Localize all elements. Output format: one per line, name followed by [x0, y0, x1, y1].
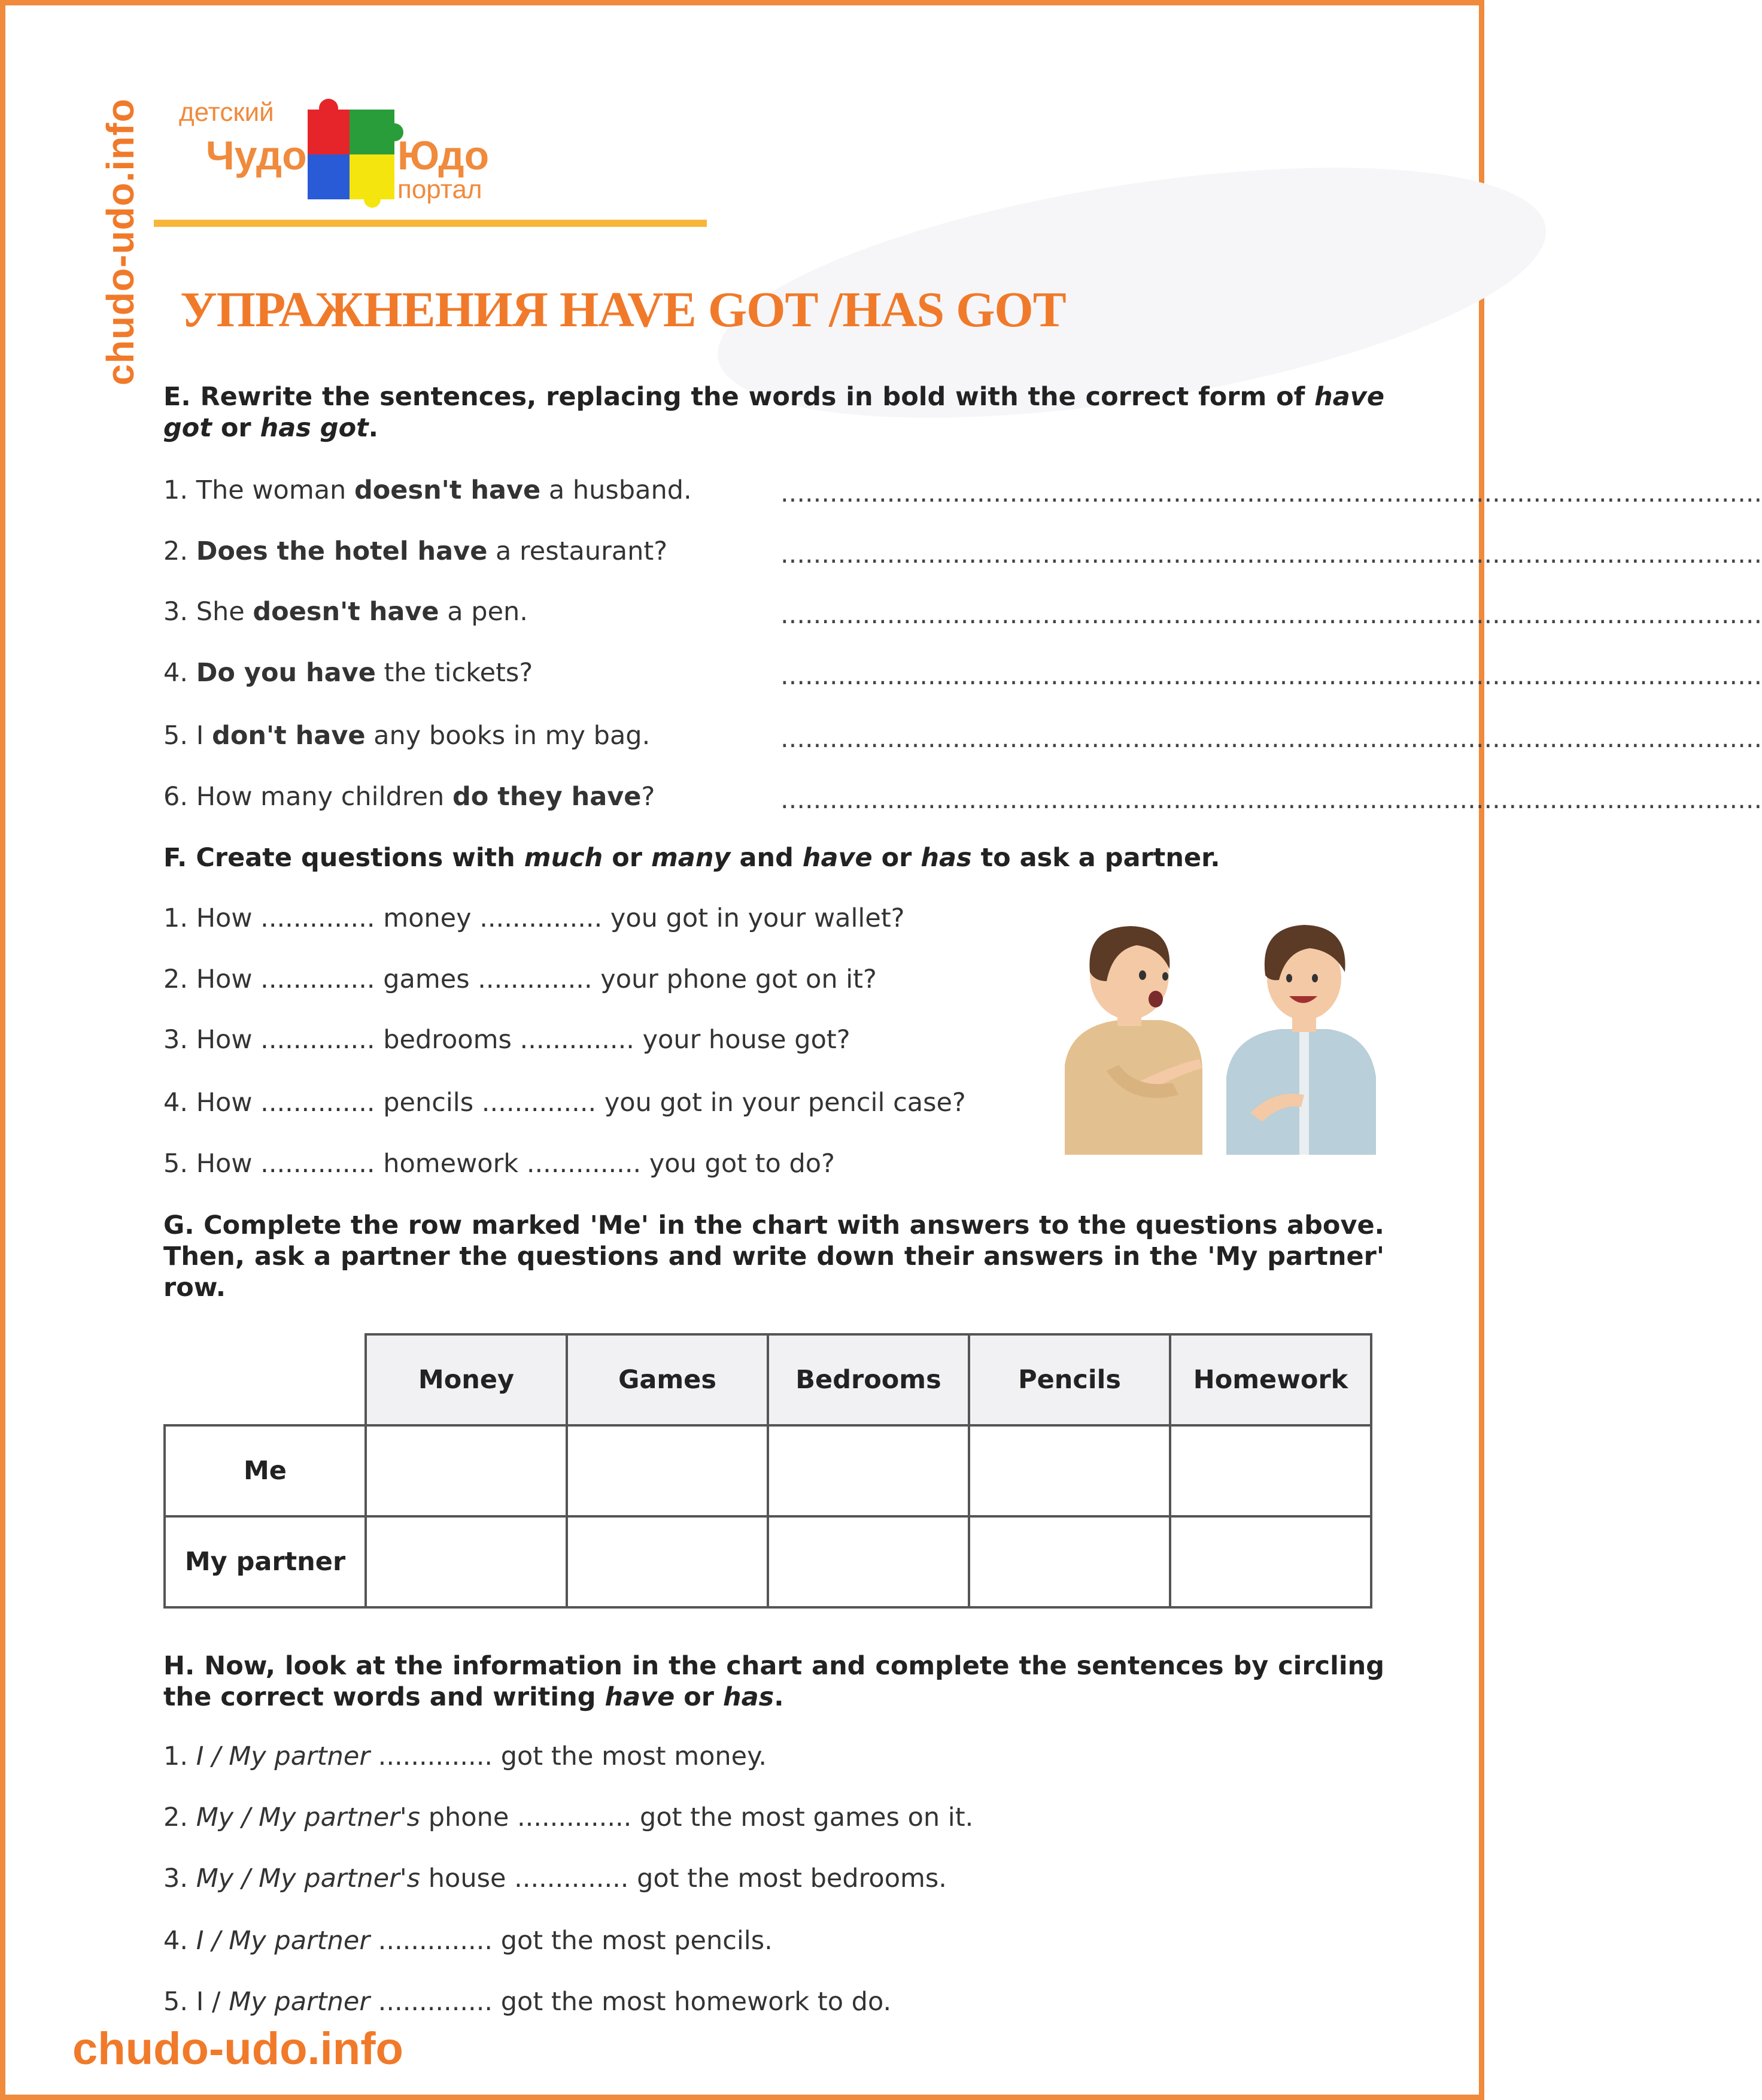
chart-column-header: Bedrooms — [768, 1334, 969, 1425]
logo-word-portal: портал — [397, 175, 482, 204]
section-e-item: 6. How many children do they have? — [163, 782, 655, 812]
section-e-item: 5. I don't have any books in my bag. — [163, 721, 651, 751]
chart-column-header: Money — [366, 1334, 567, 1425]
chart-cell[interactable] — [567, 1516, 768, 1607]
answers-chart — [163, 1333, 1372, 1609]
puzzle-logo-icon — [296, 96, 409, 210]
logo-word-detskiy: детский — [179, 98, 274, 127]
answer-line[interactable]: ........................................................................................................................ — [780, 661, 1762, 691]
chart-column-header: Pencils — [969, 1334, 1170, 1425]
section-f-item: 2. How .............. games .............. your phone got on it? — [163, 964, 877, 994]
chart-column-header: Homework — [1170, 1334, 1371, 1425]
logo-word-yudo: Юдо — [397, 133, 490, 178]
chart-row-partner — [165, 1516, 1371, 1607]
chart-row-label: My partner — [165, 1516, 366, 1607]
section-f-item: 3. How .............. bedrooms .............. your house got? — [163, 1025, 850, 1055]
chart-cell[interactable] — [969, 1425, 1170, 1516]
chart-cell[interactable] — [1170, 1425, 1371, 1516]
chart-corner-cell — [165, 1334, 366, 1425]
section-g-heading: G. Complete the row marked 'Me' in the chart with answers to the questions above. Then, ask a partner the questions and write down their answers in the 'My partner' row. — [163, 1210, 1384, 1303]
site-logo — [176, 89, 511, 215]
bottom-watermark: chudo-udo.info — [72, 2023, 403, 2074]
chart-header-row — [165, 1334, 1371, 1425]
side-watermark-text: chudo-udo.info — [99, 98, 142, 386]
chart-cell[interactable] — [1170, 1516, 1371, 1607]
section-f-heading: F. Create questions with much or many and have or has to ask a partner. — [163, 843, 1220, 873]
section-e-item: 1. The woman doesn't have a husband. — [163, 475, 692, 505]
answer-line[interactable]: ........................................................................................................................ — [780, 724, 1762, 754]
chart-cell[interactable] — [969, 1516, 1170, 1607]
side-watermark — [96, 53, 144, 430]
answer-line[interactable]: ........................................................................................................................ — [780, 600, 1762, 630]
section-h-item: 3. My / My partner's house .............. got the most bedrooms. — [163, 1864, 947, 1893]
two-boys-talking-illustration — [1053, 915, 1388, 1155]
section-f-item: 1. How .............. money ............... you got in your wallet? — [163, 903, 905, 933]
chart-cell[interactable] — [366, 1425, 567, 1516]
logo-underline — [154, 220, 707, 227]
chart-cell[interactable] — [768, 1425, 969, 1516]
chart-cell[interactable] — [768, 1516, 969, 1607]
section-h-item: 2. My / My partner's phone .............. got the most games on it. — [163, 1802, 974, 1832]
chart-row-me — [165, 1425, 1371, 1516]
chart-column-header: Games — [567, 1334, 768, 1425]
section-h-item: 4. I / My partner .............. got the most pencils. — [163, 1926, 773, 1956]
section-f-item: 5. How .............. homework .............. you got to do? — [163, 1149, 835, 1179]
answer-line[interactable]: ........................................................................................................................ — [780, 785, 1762, 815]
section-f-item: 4. How .............. pencils .............. you got in your pencil case? — [163, 1088, 966, 1118]
section-h-item: 5. I / My partner .............. got the most homework to do. — [163, 1987, 892, 2017]
section-h-heading: H. Now, look at the information in the chart and complete the sentences by circling the correct words and writing have or has. — [163, 1651, 1384, 1712]
section-e-item: 3. She doesn't have a pen. — [163, 597, 528, 627]
answer-line[interactable]: ........................................................................................................................ — [780, 478, 1762, 508]
chart-cell[interactable] — [366, 1516, 567, 1607]
logo-word-chudo: Чудо — [206, 133, 307, 178]
answer-line[interactable]: ........................................................................................................................ — [780, 539, 1762, 569]
section-e-item: 2. Does the hotel have a restaurant? — [163, 536, 668, 566]
page-title: УПРАЖНЕНИЯ HAVE GOT /HAS GOT — [180, 282, 1066, 338]
section-e-item: 4. Do you have the tickets? — [163, 658, 533, 688]
chart-row-label: Me — [165, 1425, 366, 1516]
chart-cell[interactable] — [567, 1425, 768, 1516]
section-e-heading: E. Rewrite the sentences, replacing the words in bold with the correct form of have got or has got. — [163, 382, 1384, 443]
section-h-item: 1. I / My partner .............. got the most money. — [163, 1741, 767, 1771]
